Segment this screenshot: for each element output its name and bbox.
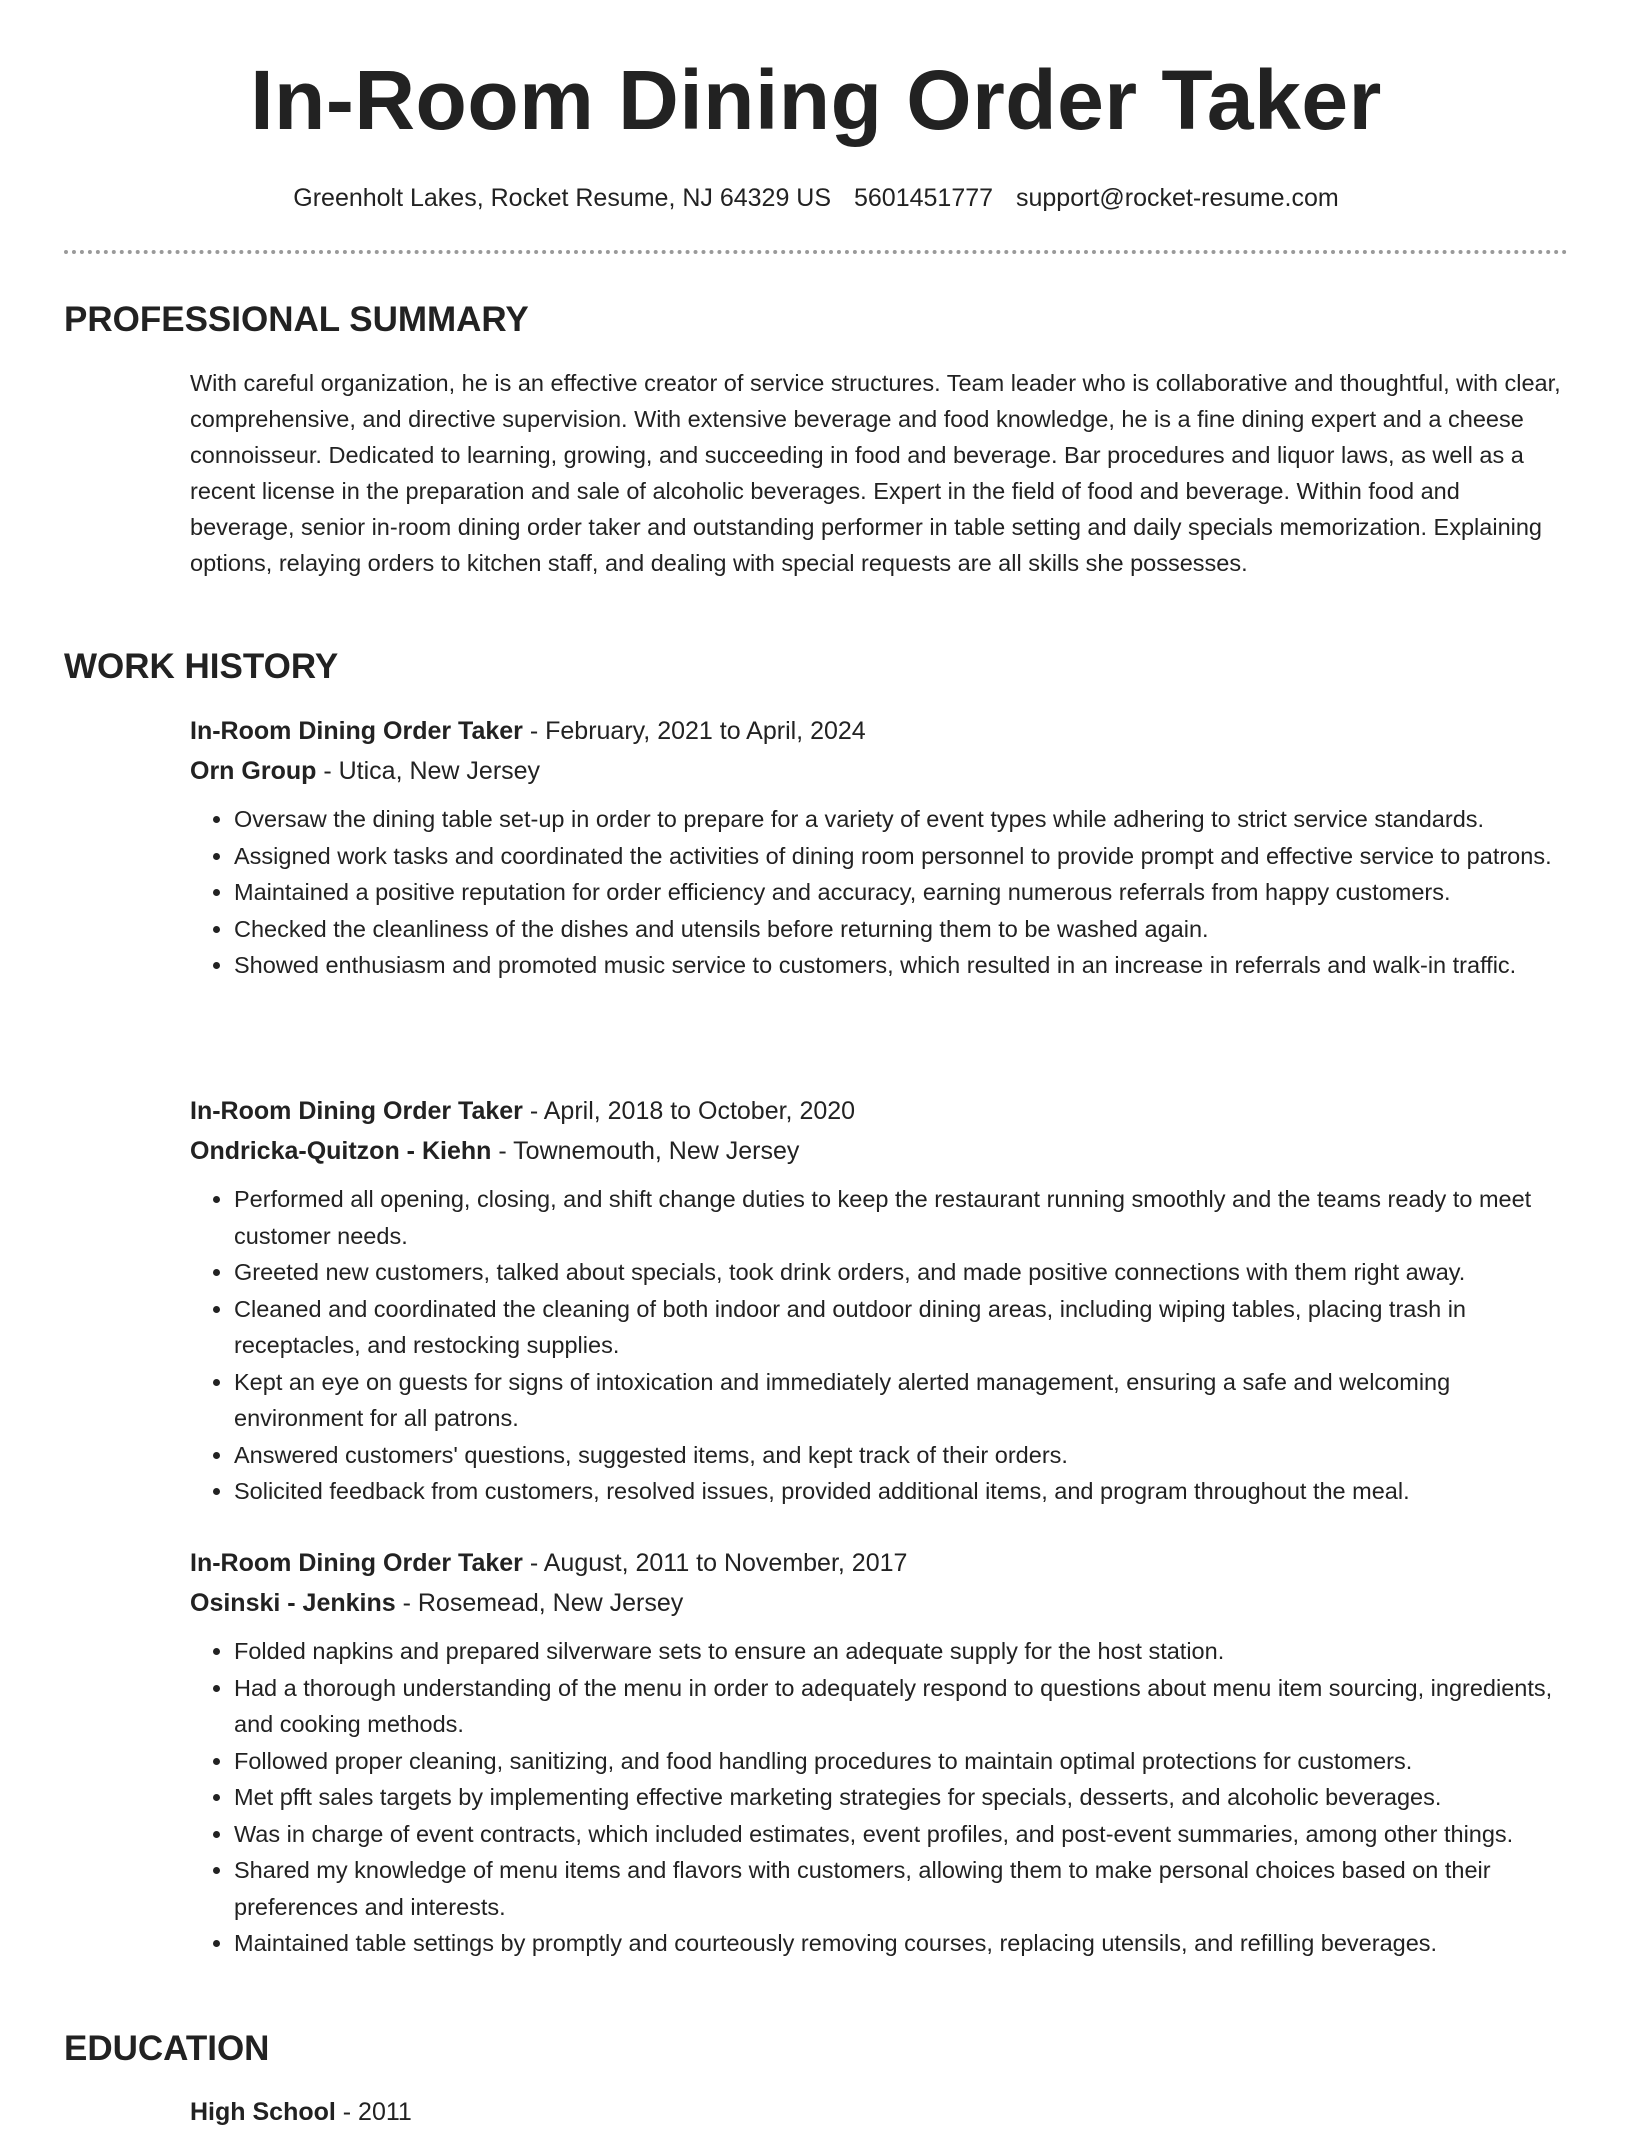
work-history-heading: WORK HISTORY [64, 647, 339, 686]
job-bullet: • Had a thorough understanding of the menu in order to adequately respond to questions about menu item sourcing, ingredients, and cooking methods. [234, 1670, 1570, 1743]
summary-section [190, 365, 1570, 581]
job-bullets [190, 801, 1570, 984]
job-company: Orn Group [190, 757, 317, 785]
job-location: - Utica, New Jersey [316, 757, 541, 785]
header-divider [64, 250, 1568, 254]
job-bullet: • Oversaw the dining table set-up in order to prepare for a variety of event types while adhering to strict service standards. [234, 801, 1570, 838]
job-bullet: • Assigned work tasks and coordinated the activities of dining room personnel to provide prompt and effective service to patrons. [234, 838, 1570, 875]
contact-phone: 5601451777 [854, 184, 994, 212]
candidate-name: In-Room Dining Order Taker [250, 53, 1382, 147]
job-location: - Townemouth, New Jersey [491, 1137, 800, 1165]
job-bullets [190, 1181, 1570, 1510]
job-title-line [190, 1543, 1570, 1583]
contact-email: support@rocket-resume.com [1016, 184, 1339, 212]
summary-heading: PROFESSIONAL SUMMARY [64, 300, 529, 339]
job-company-line [190, 1583, 1570, 1623]
job-bullet: • Solicited feedback from customers, resolved issues, provided additional items, and program throughout the meal. [234, 1473, 1570, 1510]
job-bullet: • Greeted new customers, talked about specials, took drink orders, and made positive connections with them right away. [234, 1254, 1570, 1291]
education-degree: High School [190, 2098, 336, 2126]
job-title-line [190, 711, 1570, 751]
job-dates: - February, 2021 to April, 2024 [522, 717, 866, 745]
job-role: In-Room Dining Order Taker [190, 717, 523, 745]
job-company: Ondricka-Quitzon - Kiehn [190, 1137, 492, 1165]
job-bullet: • Maintained table settings by promptly and courteously removing courses, replacing utensils, and refilling beverages. [234, 1925, 1570, 1962]
education-entry [190, 2092, 1570, 2132]
job-entry [190, 711, 1570, 984]
job-bullet: • Folded napkins and prepared silverware sets to ensure an adequate supply for the host station. [234, 1633, 1570, 1670]
job-bullet: • Cleaned and coordinated the cleaning of both indoor and outdoor dining areas, including wiping tables, placing trash in receptacles, and restocking supplies. [234, 1291, 1570, 1364]
summary-text: With careful organization, he is an effective creator of service structures. Team leader who is collaborative and thoughtful, with clear, comprehensive, and directive supervision. With extensive beverage and food knowledge, he is a fine dining expert and a cheese connoisseur. Dedicated to learning, growing, and succeeding in food and beverage. Bar procedures and liquor laws, as well as a recent license in the preparation and sale of alcoholic beverages. Expert in the field of food and beverage. Within food and beverage, senior in-room dining order taker and outstanding performer in table setting and daily specials memorization. Explaining options, relaying orders to kitchen staff, and dealing with special requests are all skills she possesses. [190, 370, 1561, 576]
job-bullet: • Answered customers' questions, suggested items, and kept track of their orders. [234, 1437, 1570, 1474]
contact-address: Greenholt Lakes, Rocket Resume, NJ 64329 US [293, 184, 832, 212]
job-title-line [190, 1091, 1570, 1131]
job-entry [190, 1091, 1570, 1510]
job-bullet: • Was in charge of event contracts, which included estimates, event profiles, and post-event summaries, among other things. [234, 1816, 1570, 1853]
job-dates: - August, 2011 to November, 2017 [522, 1549, 908, 1577]
contact-line [0, 180, 1632, 216]
job-bullet: • Followed proper cleaning, sanitizing, and food handling procedures to maintain optimal protections for customers. [234, 1743, 1570, 1780]
job-bullet: • Maintained a positive reputation for order efficiency and accuracy, earning numerous referrals from happy customers. [234, 874, 1570, 911]
education-heading: EDUCATION [64, 2029, 270, 2068]
job-role: In-Room Dining Order Taker [190, 1097, 523, 1125]
education-year: - 2011 [335, 2098, 412, 2126]
job-bullet: • Performed all opening, closing, and shift change duties to keep the restaurant running smoothly and the teams ready to meet customer needs. [234, 1181, 1570, 1254]
job-company: Osinski - Jenkins [190, 1589, 396, 1617]
job-bullet: • Met pfft sales targets by implementing effective marketing strategies for specials, desserts, and alcoholic beverages. [234, 1779, 1570, 1816]
job-location: - Rosemead, New Jersey [395, 1589, 684, 1617]
job-company-line [190, 1131, 1570, 1171]
job-bullet: • Showed enthusiasm and promoted music service to customers, which resulted in an increase in referrals and walk-in traffic. [234, 947, 1570, 984]
job-dates: - April, 2018 to October, 2020 [522, 1097, 856, 1125]
job-role: In-Room Dining Order Taker [190, 1549, 523, 1577]
job-entry [190, 1543, 1570, 1962]
job-bullet: • Kept an eye on guests for signs of intoxication and immediately alerted management, ensuring a safe and welcoming environment for all patrons. [234, 1364, 1570, 1437]
education-line [190, 2092, 1570, 2132]
job-bullet: • Shared my knowledge of menu items and flavors with customers, allowing them to make personal choices based on their preferences and interests. [234, 1852, 1570, 1925]
job-bullet: • Checked the cleanliness of the dishes and utensils before returning them to be washed again. [234, 911, 1570, 948]
job-bullets [190, 1633, 1570, 1962]
job-company-line [190, 751, 1570, 791]
